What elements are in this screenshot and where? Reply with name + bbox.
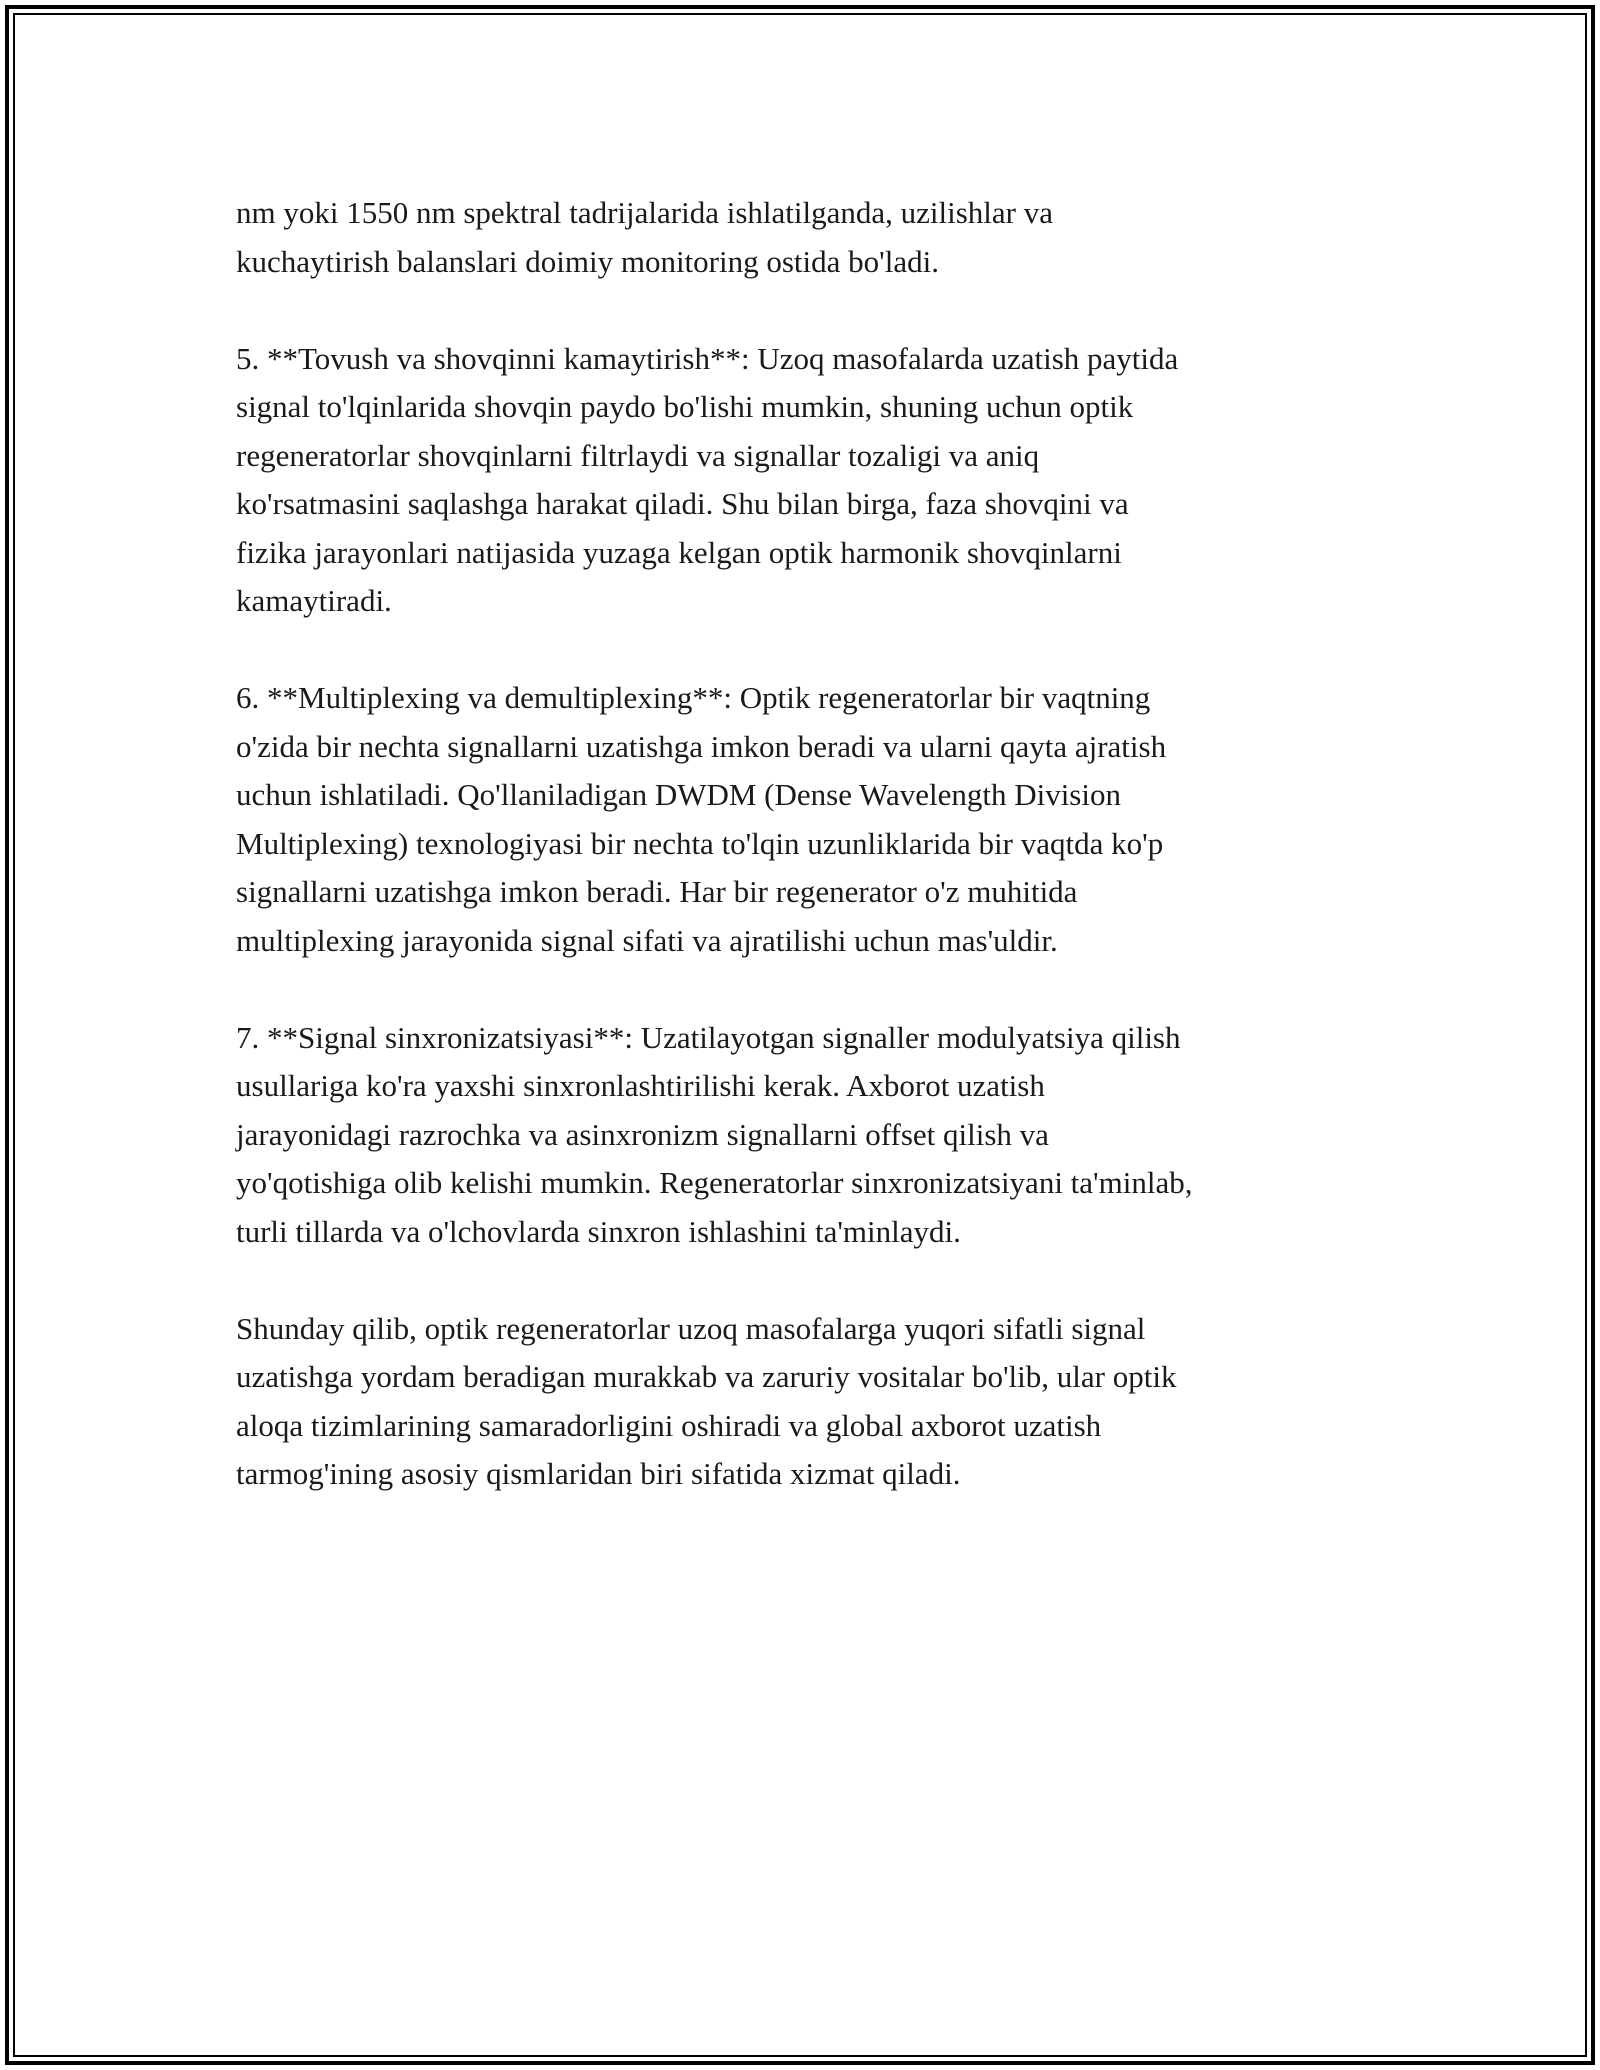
paragraph-conclusion: Shunday qilib, optik regeneratorlar uzoq masofalarga yuqori sifatli signal uzatishga yordam beradigan murakkab va zaruriy vositalar bo'lib, ular optik aloqa tizimlarining samaradorligini oshiradi va global axborot uzatish tarmog'ining asosiy qismlaridan biri sifatida xizmat qiladi. <box>236 1310 1177 1491</box>
paragraph-continuation: nm yoki 1550 nm spektral tadrijalarida ishlatilganda, uzilishlar va kuchaytirish balanslari doimiy monitoring ostida bo'ladi. <box>236 195 1053 279</box>
document-body <box>236 189 1396 1547</box>
paragraph-signal-synchronization: 7. **Signal sinxronizatsiyasi**: Uzatilayotgan signaller modulyatsiya qilish usullariga ko'ra yaxshi sinxronlashtirilishi kerak. Axborot uzatish jarayonidagi razrochka va asinxronizm signallarni offset qilish va yo'qotishiga olib kelishi mumkin. Regeneratorlar sinxronizatsiyani ta'minlab, turli tillarda va o'lchovlarda sinxron ishlashini ta'minlaydi. <box>236 1019 1193 1249</box>
paragraph-multiplexing: 6. **Multiplexing va demultiplexing**: Optik regeneratorlar bir vaqtning o'zida bir nechta signallarni uzatishga imkon beradi va ularni qayta ajratish uchun ishlatiladi. Qo'llaniladigan DWDM (Dense Wavelength Division Multiplexing) texnologiyasi bir nechta to'lqin uzunliklarida bir vaqtda ko'p signallarni uzatishga imkon beradi. Har bir regenerator o'z muhitida multiplexing jarayonida signal sifati va ajratilishi uchun mas'uldir. <box>236 680 1167 958</box>
paragraph-noise-reduction: 5. **Tovush va shovqinni kamaytirish**: Uzoq masofalarda uzatish paytida signal to'lqinlarida shovqin paydo bo'lishi mumkin, shuning uchun optik regeneratorlar shovqinlarni filtrlaydi va signallar tozaligi va aniq ko'rsatmasini saqlashga harakat qiladi. Shu bilan birga, faza shovqini va fizika jarayonlari natijasida yuzaga kelgan optik harmonik shovqinlarni kamaytiradi. <box>236 340 1179 618</box>
